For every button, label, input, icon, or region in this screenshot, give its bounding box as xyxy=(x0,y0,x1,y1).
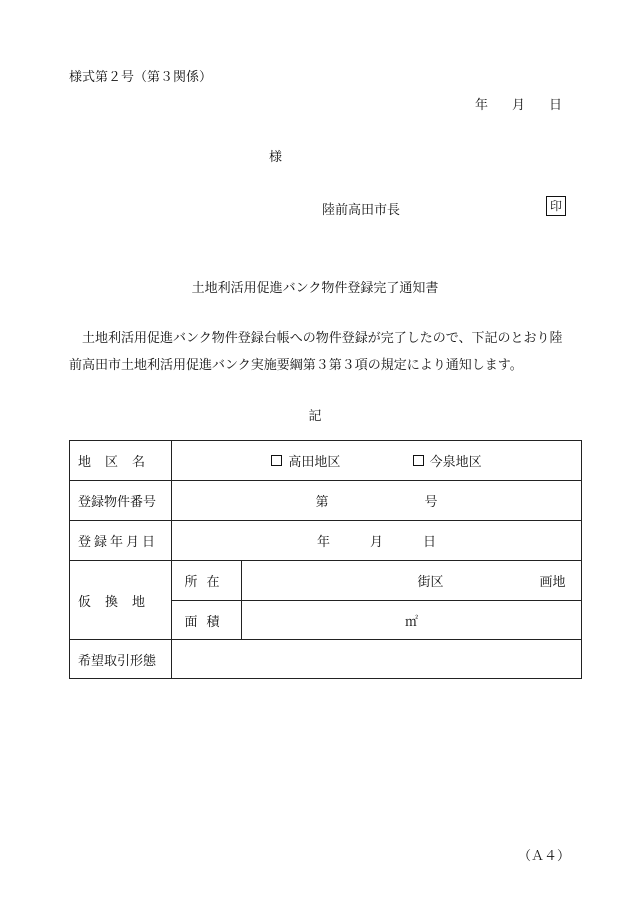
paper-size-note: （Ａ４） xyxy=(517,849,570,864)
district-option-label: 高田地区 xyxy=(288,455,341,470)
location-value-cell xyxy=(242,561,582,601)
district-option-label: 今泉地区 xyxy=(429,455,482,470)
body-line-1: 土地利活用促進バンク物件登録台帳への物件登録が完了したので、下記のとおり陸 xyxy=(82,331,563,346)
location-label-cell xyxy=(172,561,242,601)
document-title: 土地利活用促進バンク物件登録完了通知書 xyxy=(191,281,439,296)
date-year: 年 xyxy=(474,98,488,113)
area-label-cell xyxy=(172,601,242,640)
form-number: 様式第２号（第３関係） xyxy=(69,70,213,85)
district-option-imaizumi[interactable] xyxy=(413,451,482,470)
addressee-suffix: 様 xyxy=(269,150,283,165)
transaction-label-cell xyxy=(70,640,172,679)
body-line-2: 前高田市土地利活用促進バンク実施要綱第３第３項の規定により通知します。 xyxy=(69,358,523,373)
reg-number-suffix: 号 xyxy=(424,495,438,510)
reg-date-month: 月 xyxy=(369,535,383,550)
date-line xyxy=(475,94,562,113)
table-row-district xyxy=(70,441,582,481)
transaction-label: 希望取引形態 xyxy=(78,653,157,669)
issuer-name: 陸前高田市長 xyxy=(322,203,401,218)
table-row-transaction xyxy=(70,640,582,679)
district-options-cell xyxy=(172,441,582,481)
seal-mark: 印 xyxy=(546,196,566,216)
transaction-value-cell[interactable] xyxy=(172,640,582,679)
replot-label-cell xyxy=(70,561,172,640)
location-label: 所在 xyxy=(184,575,229,590)
reg-date-label: 登録年月日 xyxy=(78,535,159,550)
reg-date-day: 日 xyxy=(423,535,437,550)
district-option-takata[interactable] xyxy=(271,451,340,470)
reg-number-prefix: 第 xyxy=(315,495,329,510)
area-unit: ㎡ xyxy=(404,614,418,630)
reg-date-year: 年 xyxy=(316,535,330,550)
reg-date-value-cell xyxy=(172,521,582,561)
details-table xyxy=(69,440,582,679)
reg-date-label-cell xyxy=(70,521,172,561)
checkbox-icon[interactable] xyxy=(271,455,282,466)
area-value-cell xyxy=(242,601,582,640)
body-text xyxy=(69,325,581,379)
reg-number-label: 登録物件番号 xyxy=(78,495,157,510)
reg-number-label-cell xyxy=(70,481,172,521)
location-block: 街区 xyxy=(417,575,444,590)
table-row-replot-location xyxy=(70,561,582,601)
date-day: 日 xyxy=(548,98,562,113)
date-month: 月 xyxy=(511,98,525,113)
replot-label: 仮換地 xyxy=(78,594,160,610)
area-label: 面積 xyxy=(184,614,229,630)
table-row-reg-number xyxy=(70,481,582,521)
district-label: 地区名 xyxy=(78,455,160,470)
reg-number-value-cell xyxy=(172,481,582,521)
checkbox-icon[interactable] xyxy=(413,455,424,466)
district-label-cell xyxy=(70,441,172,481)
table-row-reg-date xyxy=(70,521,582,561)
ki-heading: 記 xyxy=(308,409,322,424)
location-lot: 画地 xyxy=(539,575,566,590)
